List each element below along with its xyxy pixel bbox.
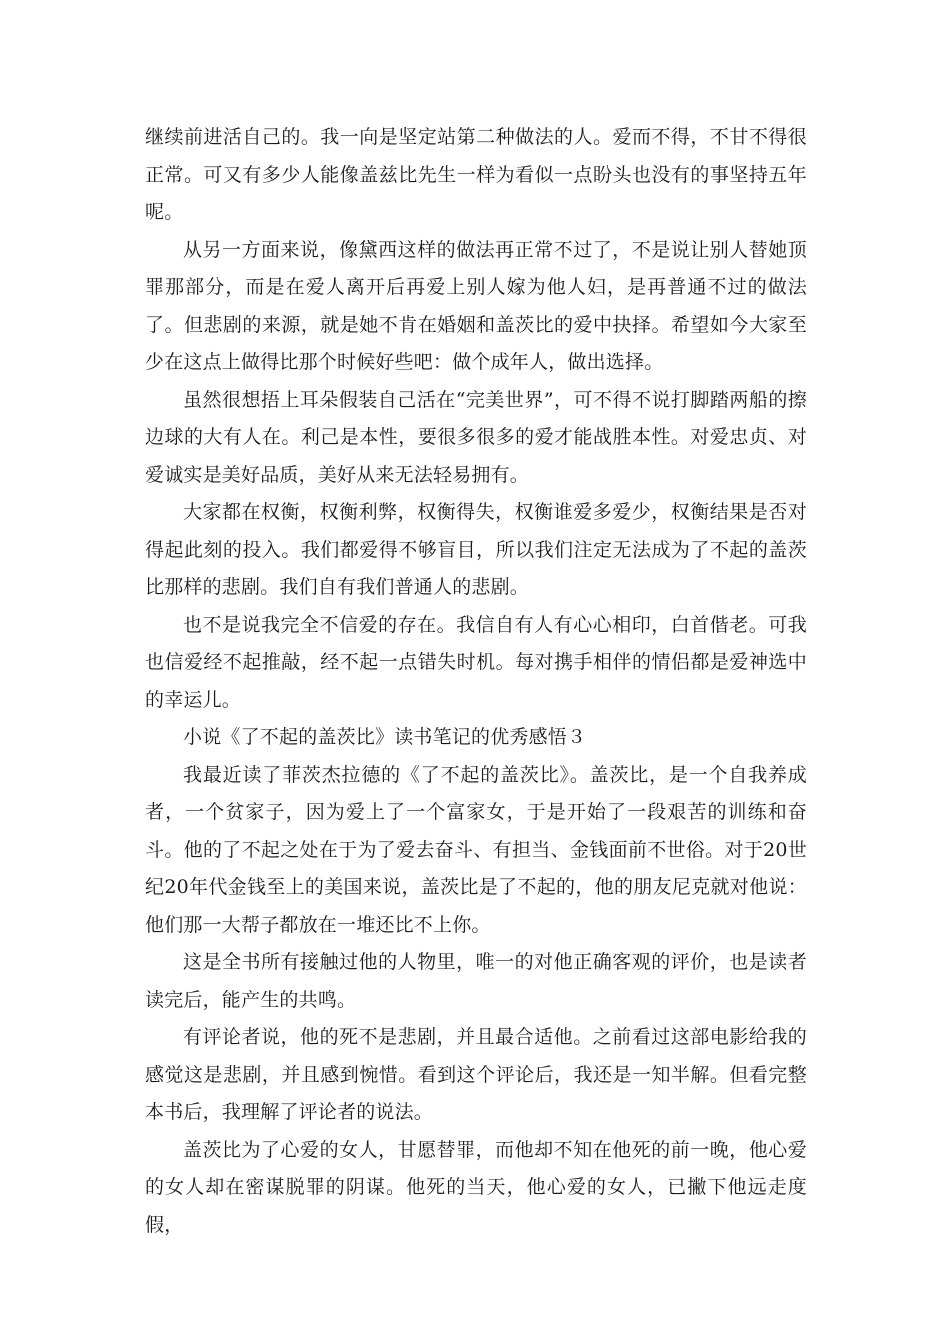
section-heading: 小说《了不起的盖茨比》读书笔记的优秀感悟３	[183, 726, 587, 748]
paragraph-9: 有评论者说，他的死不是悲剧，并且最合适他。之前看过这部电影给我的感觉这是悲剧，并且感到惋惜。看到这个评论后，我还是一知半解。但看完整本书后，我理解了评论者的说法。	[145, 1026, 807, 1123]
document-body	[145, 119, 807, 1244]
paragraph-3: 虽然很想捂上耳朵假装自己活在“完美世界”，可不得不说打脚踏两船的擦边球的大有人在。利己是本性，要很多很多的爱才能战胜本性。对爱忠贞、对爱诚实是美好品质，美好从来无法轻易拥有。	[145, 388, 807, 486]
paragraph-10: 盖茨比为了心爱的女人，甘愿替罪，而他却不知在他死的前一晚，他心爱的女人却在密谋脱罪的阴谋。他死的当天，他心爱的女人，已撇下他远走度假，	[145, 1138, 807, 1236]
paragraph-5: 也不是说我完全不信爱的存在。我信自有人有心心相印，白首偕老。可我也信爱经不起推敲，经不起一点错失时机。每对携手相伴的情侣都是爱神选中的幸运儿。	[145, 613, 807, 711]
paragraph-4: 大家都在权衡，权衡利弊，权衡得失，权衡谁爱多爱少，权衡结果是否对得起此刻的投入。我们都爱得不够盲目，所以我们注定无法成为了不起的盖茨比那样的悲剧。我们自有我们普通人的悲剧。	[145, 501, 807, 598]
paragraph-1: 继续前进活自己的。我一向是坚定站第二种做法的人。爱而不得，不甘不得很正常。可又有多少人能像盖兹比先生一样为看似一点盼头也没有的事坚持五年呢。	[145, 126, 807, 223]
paragraph-7: 我最近读了菲茨杰拉德的《了不起的盖茨比》。盖茨比，是一个自我养成者，一个贫家子，因为爱上了一个富家女，于是开始了一段艰苦的训练和奋斗。他的了不起之处在于为了爱去奋斗、有担当、金钱面前不世俗。对于20世纪20年代金钱至上的美国来说，盖茨比是了不起的，他的朋友尼克就对他说：他们那一大帮子都放在一堆还比不上你。	[145, 763, 807, 936]
paragraph-2: 从另一方面来说，像黛西这样的做法再正常不过了，不是说让别人替她顶罪那部分，而是在爱人离开后再爱上别人嫁为他人妇，是再普通不过的做法了。但悲剧的来源，就是她不肯在婚姻和盖茨比的爱中抉择。希望如今大家至少在这点上做得比那个时候好些吧：做个成年人，做出选择。	[145, 238, 807, 373]
paragraph-8: 这是全书所有接触过他的人物里，唯一的对他正确客观的评价，也是读者读完后，能产生的共鸣。	[145, 951, 807, 1011]
